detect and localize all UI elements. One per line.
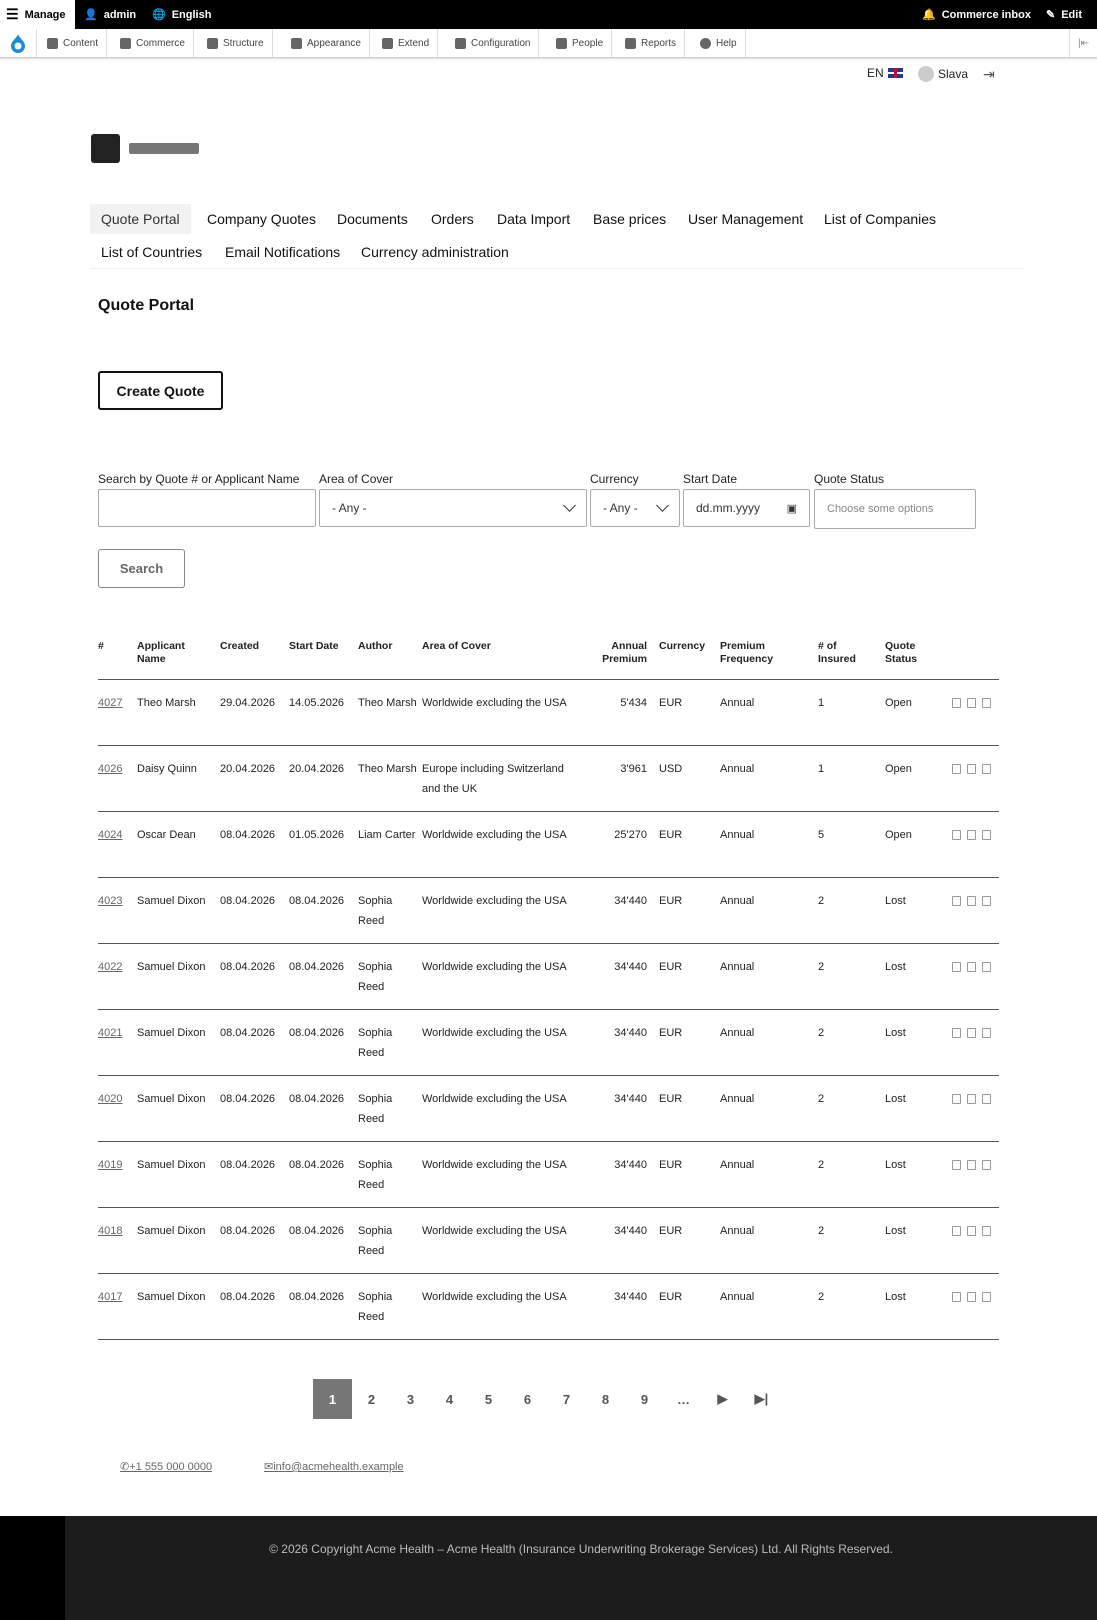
cell-quote-number [98,825,133,845]
col-header-author[interactable]: Author [358,640,393,652]
pager-page[interactable]: 3 [406,1391,415,1407]
trash-icon[interactable] [982,1226,991,1236]
cell-area: Worldwide excluding the USA [422,1027,567,1039]
cell-currency: USD [659,763,683,775]
footer-block [0,1516,65,1620]
pager-ellipsis: … [677,1391,690,1407]
cell-author: Sophia Reed [358,1225,393,1257]
view-document-icon[interactable] [952,896,961,906]
nav-reports[interactable]: Reports [617,29,685,57]
quote-link[interactable]: 4026 [98,763,123,775]
cell-area: Worldwide excluding the USA [422,895,567,907]
row-actions [952,1226,991,1236]
view-document-icon[interactable] [952,698,961,708]
cell-premium: 5'434 [620,697,647,709]
cell-author: Sophia Reed [358,895,393,927]
cell-applicant: Theo Marsh [137,697,196,709]
commerce-inbox[interactable]: 🔔 Commerce inbox [922,8,1031,21]
col-header-currency[interactable]: Currency [659,640,706,652]
trash-icon[interactable] [982,1160,991,1170]
tab-user-management[interactable]: User Management [688,211,804,227]
cell-currency: EUR [659,1159,683,1171]
cell-quote-number [98,1089,133,1109]
pager [313,1379,781,1419]
pencil-icon: ✎ [1046,9,1056,21]
cell-created: 08.04.2026 [220,961,276,973]
puzzle-icon [382,38,393,49]
paintbrush-icon [291,38,302,49]
quote-status-label: Quote Status [814,472,885,486]
cell-start-date: 08.04.2026 [289,1093,345,1105]
row-actions [952,698,991,708]
pager-page[interactable]: 6 [523,1391,532,1407]
pager-next-icon[interactable]: ▶ [717,1391,728,1406]
cell-premium: 34'440 [614,1225,647,1237]
cell-frequency: Annual [720,697,755,709]
row-divider [98,811,999,812]
uk-flag-icon [888,68,903,78]
row-actions [952,1028,991,1038]
search-button[interactable]: Search [98,549,185,588]
cell-quote-number [98,1221,133,1241]
cell-frequency: Annual [720,1291,755,1303]
row-divider [98,1207,999,1208]
tab-company-quotes[interactable]: Company Quotes [207,211,316,227]
trash-icon[interactable] [982,1028,991,1038]
cell-author: Sophia Reed [358,961,393,993]
nav-people[interactable]: People [548,29,612,57]
cell-insured: 1 [818,697,825,709]
nav-extend[interactable]: Extend [374,29,438,57]
cell-frequency: Annual [720,1027,755,1039]
cell-currency: EUR [659,1027,683,1039]
admin-toolbar [0,0,1097,29]
row-actions [952,1292,991,1302]
col-header-start-date[interactable]: Start Date [289,640,339,652]
row-divider [98,1009,999,1010]
cell-author: Sophia Reed [358,1291,393,1323]
user-menu[interactable]: 👤 admin [84,8,137,21]
tab-email-notifications[interactable]: Email Notifications [225,244,341,260]
cell-quote-number [98,693,133,713]
cell-status: Lost [885,1291,906,1303]
cell-start-date: 08.04.2026 [289,1159,345,1171]
cell-premium: 34'440 [614,1027,647,1039]
col-header-status[interactable]: Quote Status [885,640,918,665]
search-label: Search by Quote # or Applicant Name [98,472,300,486]
cell-status: Lost [885,1027,906,1039]
cell-currency: EUR [659,895,683,907]
view-document-icon[interactable] [952,1160,961,1170]
cell-applicant: Samuel Dixon [137,895,206,907]
cell-start-date: 01.05.2026 [289,829,345,841]
cell-insured: 2 [818,961,825,973]
globe-icon: 🌐 [152,9,166,21]
col-header-frequency[interactable]: Premium Frequency [720,640,774,665]
cell-insured: 2 [818,1291,825,1303]
quote-link[interactable]: 4017 [98,1291,123,1303]
cell-frequency: Annual [720,763,755,775]
cell-status: Lost [885,961,906,973]
tab-list-of-companies[interactable]: List of Companies [824,211,937,227]
phone-link[interactable]: ✆+1 555 000 0000 [120,1461,213,1473]
wrench-icon [455,38,466,49]
cell-quote-number [98,1155,133,1175]
cell-status: Lost [885,1159,906,1171]
quote-link[interactable]: 4023 [98,895,123,907]
trash-icon[interactable] [982,698,991,708]
people-icon [556,38,567,49]
currency-select[interactable]: - Any - [590,489,680,527]
col-header-applicant[interactable]: Applicant Name [137,640,185,665]
cell-applicant: Samuel Dixon [137,1093,206,1105]
cell-author: Sophia Reed [358,1159,393,1191]
cell-insured: 2 [818,1093,825,1105]
cell-frequency: Annual [720,895,755,907]
language-menu[interactable]: 🌐 English [152,8,212,21]
document-icon [47,38,58,49]
cell-applicant: Samuel Dixon [137,1027,206,1039]
quote-status-multiselect[interactable]: Choose some options [814,489,976,529]
quote-link[interactable]: 4020 [98,1093,123,1105]
cell-start-date: 20.04.2026 [289,763,345,775]
quote-link[interactable]: 4021 [98,1027,123,1039]
quote-link[interactable]: 4027 [98,697,123,709]
cell-applicant: Daisy Quinn [137,763,197,775]
cell-author: Theo Marsh [358,697,417,709]
cell-applicant: Samuel Dixon [137,1225,206,1237]
area-of-cover-select[interactable]: - Any - [319,489,587,527]
view-document-icon[interactable] [952,830,961,840]
cell-premium: 25'270 [614,829,647,841]
cell-start-date: 08.04.2026 [289,895,345,907]
cell-premium: 3'961 [620,763,647,775]
cell-insured: 2 [818,1027,825,1039]
cell-area: Worldwide excluding the USA [422,829,567,841]
quote-link[interactable]: 4019 [98,1159,123,1171]
cell-area: Worldwide excluding the USA [422,697,567,709]
cell-status: Open [885,763,912,775]
trash-icon[interactable] [982,764,991,774]
currency-label: Currency [590,472,639,486]
site-name-placeholder [129,143,199,154]
cell-applicant: Oscar Dean [137,829,196,841]
cell-area: Worldwide excluding the USA [422,1291,567,1303]
cell-status: Lost [885,895,906,907]
pager-last-icon[interactable]: ▶| [754,1391,769,1406]
nav-structure[interactable]: Structure [199,29,273,57]
cell-status: Lost [885,1225,906,1237]
cell-frequency: Annual [720,1225,755,1237]
pager-page[interactable]: 7 [562,1391,571,1407]
row-actions [952,830,991,840]
quote-link[interactable]: 4024 [98,829,123,841]
cell-start-date: 08.04.2026 [289,1027,345,1039]
quote-link[interactable]: 4018 [98,1225,123,1237]
edit-icon[interactable] [967,698,976,708]
cell-applicant: Samuel Dixon [137,1291,206,1303]
tab-list-of-countries[interactable]: List of Countries [101,244,203,260]
cell-frequency: Annual [720,961,755,973]
cell-applicant: Samuel Dixon [137,1159,206,1171]
nav-content[interactable]: Content [39,29,107,57]
cell-created: 29.04.2026 [220,697,276,709]
collapse-toolbar-icon[interactable]: |⇤ [1069,29,1097,57]
cell-created: 08.04.2026 [220,1159,276,1171]
calendar-icon[interactable]: ▣ [786,502,797,515]
view-document-icon[interactable] [952,1028,961,1038]
cell-start-date: 08.04.2026 [289,961,345,973]
tab-orders[interactable]: Orders [431,211,474,227]
structure-icon [207,38,218,49]
view-document-icon[interactable] [952,962,961,972]
cell-area: Worldwide excluding the USA [422,961,567,973]
cell-quote-number [98,891,133,911]
cell-premium: 34'440 [614,1159,647,1171]
view-document-icon[interactable] [952,1094,961,1104]
table-header-divider [98,679,999,680]
cell-premium: 34'440 [614,1291,647,1303]
cell-start-date: 08.04.2026 [289,1291,345,1303]
cell-area: Worldwide excluding the USA [422,1225,567,1237]
cell-status: Open [885,829,912,841]
cell-currency: EUR [659,1225,683,1237]
start-date-input[interactable]: dd.mm.yyyy ▣ [683,489,810,527]
row-divider [98,943,999,944]
cell-start-date: 08.04.2026 [289,1225,345,1237]
nav-help[interactable]: Help [692,29,746,57]
primary-tabs [90,204,1024,269]
trash-icon[interactable] [982,1094,991,1104]
cell-quote-number [98,1287,133,1307]
cell-frequency: Annual [720,1093,755,1105]
trash-icon[interactable] [982,830,991,840]
user-icon: 👤 [84,9,98,21]
chevron-down-icon [656,499,669,512]
view-document-icon[interactable] [952,1292,961,1302]
quote-link[interactable]: 4022 [98,961,123,973]
edit-icon[interactable] [967,962,976,972]
edit-icon[interactable] [967,1292,976,1302]
cell-currency: EUR [659,829,683,841]
start-date-label: Start Date [683,472,738,486]
pager-page[interactable]: 2 [367,1391,376,1407]
row-actions [952,1160,991,1170]
cell-insured: 2 [818,1225,825,1237]
tab-documents[interactable]: Documents [337,211,408,227]
cell-quote-number [98,957,133,977]
trash-icon[interactable] [982,962,991,972]
cell-insured: 2 [818,895,825,907]
pager-page[interactable]: 5 [484,1391,493,1407]
cell-currency: EUR [659,1093,683,1105]
row-divider [98,745,999,746]
cell-area: Worldwide excluding the USA [422,1159,567,1171]
pager-page[interactable]: 9 [640,1391,649,1407]
edit-icon[interactable] [967,1160,976,1170]
cell-insured: 5 [818,829,825,841]
nav-appearance[interactable]: Appearance [283,29,370,57]
col-header-created[interactable]: Created [220,640,260,652]
cell-created: 08.04.2026 [220,1225,276,1237]
cell-frequency: Annual [720,1159,755,1171]
nav-configuration[interactable]: Configuration [447,29,539,57]
nav-commerce[interactable]: Commerce [112,29,194,57]
col-header-premium[interactable]: Annual Premium [602,640,647,665]
view-document-icon[interactable] [952,1226,961,1236]
search-input[interactable] [98,489,316,527]
row-divider [98,1075,999,1076]
footer [0,1516,1097,1620]
hamburger-icon: ☰ [6,6,19,22]
manage-button[interactable]: ☰ Manage [0,0,75,29]
cell-created: 20.04.2026 [220,763,276,775]
cell-currency: EUR [659,697,683,709]
cell-created: 08.04.2026 [220,1093,276,1105]
view-document-icon[interactable] [952,764,961,774]
edit-icon[interactable] [967,1094,976,1104]
cell-author: Liam Carter [358,829,416,841]
user-profile[interactable]: Slava [918,66,968,82]
cell-insured: 1 [818,763,825,775]
copyright: © 2026 Copyright Acme Health – Acme Health (Insurance Underwriting Brokerage Services) Ltd. All Rights Reserved. [269,1542,893,1556]
trash-icon[interactable] [982,1292,991,1302]
row-divider [98,1339,999,1340]
edit-icon[interactable] [967,1028,976,1038]
edit-icon[interactable] [967,896,976,906]
trash-icon[interactable] [982,896,991,906]
cart-icon [120,38,131,49]
logout-icon[interactable]: ⇥ [983,66,995,82]
cell-status: Lost [885,1093,906,1105]
col-header-number[interactable]: # [98,640,104,652]
email-link[interactable]: ✉info@acmehealth.example [264,1461,404,1473]
cell-premium: 34'440 [614,895,647,907]
edit-button[interactable]: ✎ Edit [1046,8,1082,21]
cell-applicant: Samuel Dixon [137,961,206,973]
cell-premium: 34'440 [614,961,647,973]
cell-author: Sophia Reed [358,1027,393,1059]
cell-area: Europe including Switzerland and the UK [422,763,564,795]
row-actions [952,1094,991,1104]
row-actions [952,962,991,972]
pager-page[interactable]: 4 [445,1391,454,1407]
tab-currency-administration[interactable]: Currency administration [361,244,509,260]
cell-area: Worldwide excluding the USA [422,1093,567,1105]
row-divider [98,1141,999,1142]
col-header-area[interactable]: Area of Cover [422,640,491,652]
cell-author: Sophia Reed [358,1093,393,1125]
row-divider [98,1273,999,1274]
cell-created: 08.04.2026 [220,1027,276,1039]
cell-created: 08.04.2026 [220,1291,276,1303]
cell-created: 08.04.2026 [220,829,276,841]
tab-base-prices[interactable]: Base prices [593,211,667,227]
cell-quote-number [98,1023,133,1043]
bar-chart-icon [625,38,636,49]
row-divider [98,877,999,878]
row-actions [952,896,991,906]
avatar [918,66,934,82]
col-header-insured[interactable]: # of Insured [818,640,856,665]
cell-created: 08.04.2026 [220,895,276,907]
help-icon [700,38,711,49]
row-actions [952,764,991,774]
site-logo[interactable] [91,134,120,163]
area-of-cover-label: Area of Cover [319,472,394,486]
language-switcher[interactable]: EN [867,66,903,80]
bell-icon: 🔔 [922,9,936,21]
phone-icon: ✆ [120,1461,130,1473]
cell-frequency: Annual [720,829,755,841]
create-quote-button[interactable]: Create Quote [98,371,223,410]
tab-data-import[interactable]: Data Import [497,211,571,227]
tab-quote-portal[interactable]: Quote Portal [90,204,191,234]
cell-premium: 34'440 [614,1093,647,1105]
edit-icon[interactable] [967,764,976,774]
admin-tray [0,29,1097,58]
drupal-logo-icon[interactable] [0,29,37,57]
edit-icon[interactable] [967,1226,976,1236]
cell-quote-number [98,759,133,779]
envelope-icon: ✉ [264,1461,274,1473]
cell-currency: EUR [659,1291,683,1303]
cell-author: Theo Marsh [358,763,417,775]
cell-start-date: 14.05.2026 [289,697,345,709]
page-title: Quote Portal [98,297,195,314]
pager-page[interactable]: 8 [601,1391,610,1407]
cell-insured: 2 [818,1159,825,1171]
cell-currency: EUR [659,961,683,973]
cell-status: Open [885,697,912,709]
chevron-down-icon [563,499,576,512]
pager-page[interactable]: 1 [313,1379,352,1419]
edit-icon[interactable] [967,830,976,840]
